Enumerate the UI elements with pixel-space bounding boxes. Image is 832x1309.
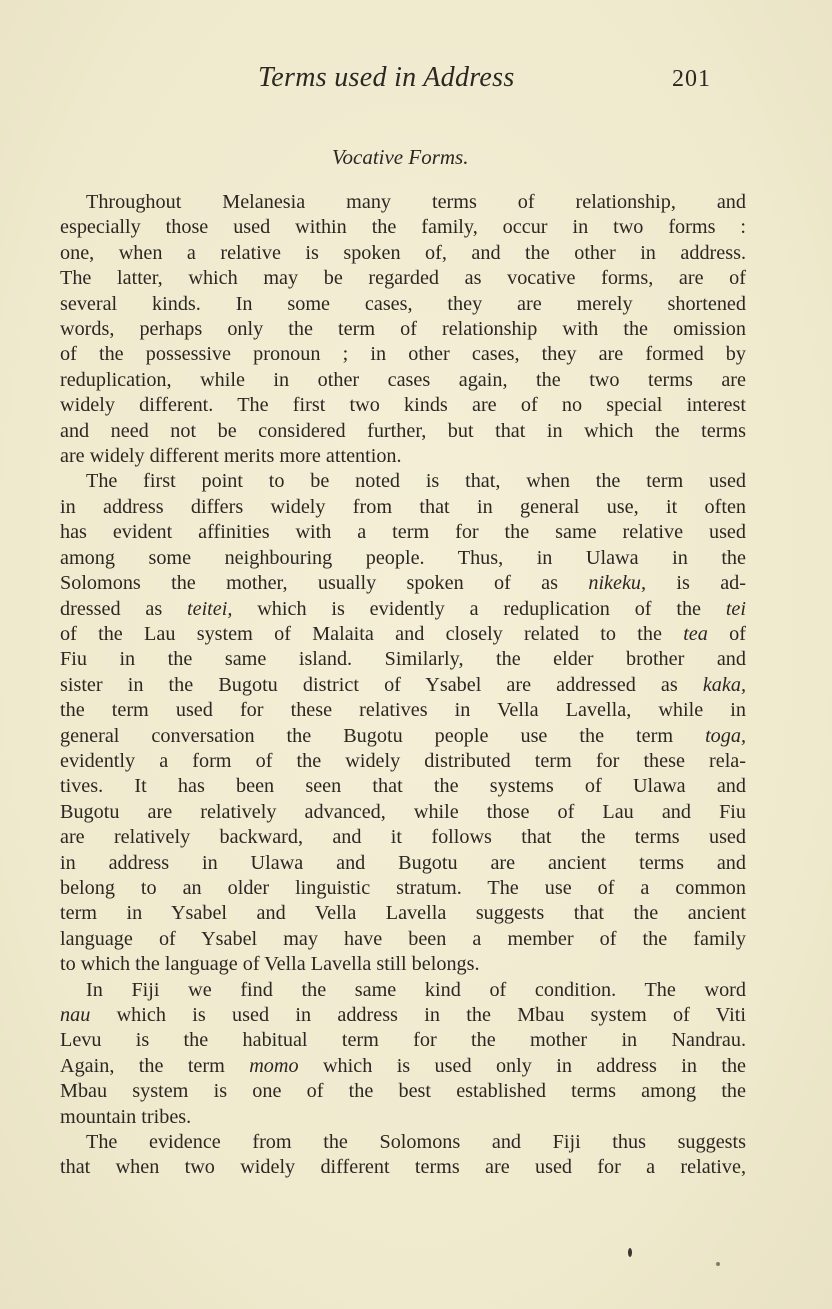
text-line: In Fiji we find the same kind of condition. The word bbox=[86, 978, 746, 1001]
ink-speck bbox=[716, 1262, 720, 1266]
italic-term: tei bbox=[725, 597, 746, 620]
text-line bbox=[60, 724, 746, 749]
body-text bbox=[60, 190, 746, 1181]
text-line: are widely different merits more attention. bbox=[60, 445, 402, 468]
text-line bbox=[60, 673, 746, 698]
italic-term: teitei, bbox=[187, 597, 233, 620]
text-line: evidently a form of the widely distributed term for these rela- bbox=[60, 749, 746, 772]
text-line: The evidence from the Solomons and Fiji thus suggests bbox=[86, 1131, 746, 1154]
text-line bbox=[60, 1054, 746, 1079]
text-line: Bugotu are relatively advanced, while those of Lau and Fiu bbox=[60, 800, 746, 823]
text-run: sister in the Bugotu district of Ysabel are addressed as bbox=[60, 673, 703, 696]
text-line: mountain tribes. bbox=[60, 1105, 192, 1128]
italic-term: toga, bbox=[705, 724, 746, 747]
text-line: Levu is the habitual term for the mother in Nandrau. bbox=[60, 1029, 746, 1052]
text-line: the term used for these relatives in Vella Lavella, while in bbox=[60, 699, 746, 722]
text-line: of the possessive pronoun ; in other cases, they are formed by bbox=[60, 343, 746, 366]
text-line: that when two widely different terms are used for a relative, bbox=[60, 1156, 746, 1179]
text-line: in address in Ulawa and Bugotu are ancient terms and bbox=[60, 851, 746, 874]
text-run: which is used in address in the Mbau system of Viti bbox=[90, 1004, 746, 1026]
text-line: term in Ysabel and Vella Lavella suggests that the ancient bbox=[60, 902, 746, 925]
text-line: and need not be considered further, but that in which the terms bbox=[60, 419, 746, 442]
text-line: Fiu in the same island. Similarly, the elder brother and bbox=[60, 648, 746, 671]
text-line: several kinds. In some cases, they are merely shortened bbox=[60, 292, 746, 315]
page-number: 201 bbox=[672, 66, 711, 92]
text-line bbox=[60, 622, 746, 647]
italic-term: kaka, bbox=[702, 673, 746, 696]
text-line: has evident affinities with a term for the same relative used bbox=[60, 521, 746, 544]
section-title: Vocative Forms. bbox=[332, 145, 469, 169]
text-line: one, when a relative is spoken of, and the other in address. bbox=[60, 241, 746, 264]
text-run: of bbox=[707, 622, 746, 645]
text-line: to which the language of Vella Lavella still belongs. bbox=[60, 953, 480, 976]
text-run: Solomons the mother, usually spoken of as bbox=[60, 572, 589, 595]
text-line: language of Ysabel may have been a member of the family bbox=[60, 927, 746, 950]
text-line: The first point to be noted is that, when the term used bbox=[86, 470, 746, 493]
running-head-title: Terms used in Address bbox=[258, 62, 515, 93]
text-line: tives. It has been seen that the systems of Ulawa and bbox=[60, 775, 746, 798]
text-line: Mbau system is one of the best established terms among the bbox=[60, 1080, 746, 1103]
italic-term: nau bbox=[60, 1004, 91, 1026]
text-run: which is used only in address in the bbox=[298, 1054, 746, 1077]
text-line: in address differs widely from that in general use, it often bbox=[60, 495, 746, 518]
text-line: are relatively backward, and it follows that the terms used bbox=[60, 826, 746, 849]
ink-speck bbox=[628, 1248, 632, 1257]
text-line bbox=[60, 597, 746, 622]
text-line: widely different. The first two kinds are of no special interest bbox=[60, 394, 746, 417]
text-line: belong to an older linguistic stratum. The use of a common bbox=[60, 876, 746, 899]
text-run: dressed as bbox=[60, 597, 187, 620]
text-line: especially those used within the family, occur in two forms : bbox=[60, 216, 746, 239]
italic-term: momo bbox=[249, 1054, 299, 1077]
text-line: reduplication, while in other cases again, the two terms are bbox=[60, 368, 746, 391]
italic-term: nikeku, bbox=[588, 572, 647, 595]
text-line bbox=[60, 571, 746, 596]
text-line: among some neighbouring people. Thus, in Ulawa in the bbox=[60, 546, 746, 569]
text-run: is ad- bbox=[646, 572, 746, 595]
text-line: The latter, which may be regarded as vocative forms, are of bbox=[60, 267, 746, 290]
text-run: general conversation the Bugotu people use the term bbox=[60, 724, 706, 747]
text-line bbox=[60, 1003, 746, 1028]
text-run: which is evidently a reduplication of the bbox=[232, 597, 726, 620]
text-line: Throughout Melanesia many terms of relationship, and bbox=[86, 191, 746, 213]
text-run: of the Lau system of Malaita and closely related to the bbox=[60, 622, 684, 645]
text-run: Again, the term bbox=[60, 1054, 250, 1077]
text-line: words, perhaps only the term of relationship with the omission bbox=[60, 318, 746, 341]
italic-term: tea bbox=[683, 622, 708, 645]
